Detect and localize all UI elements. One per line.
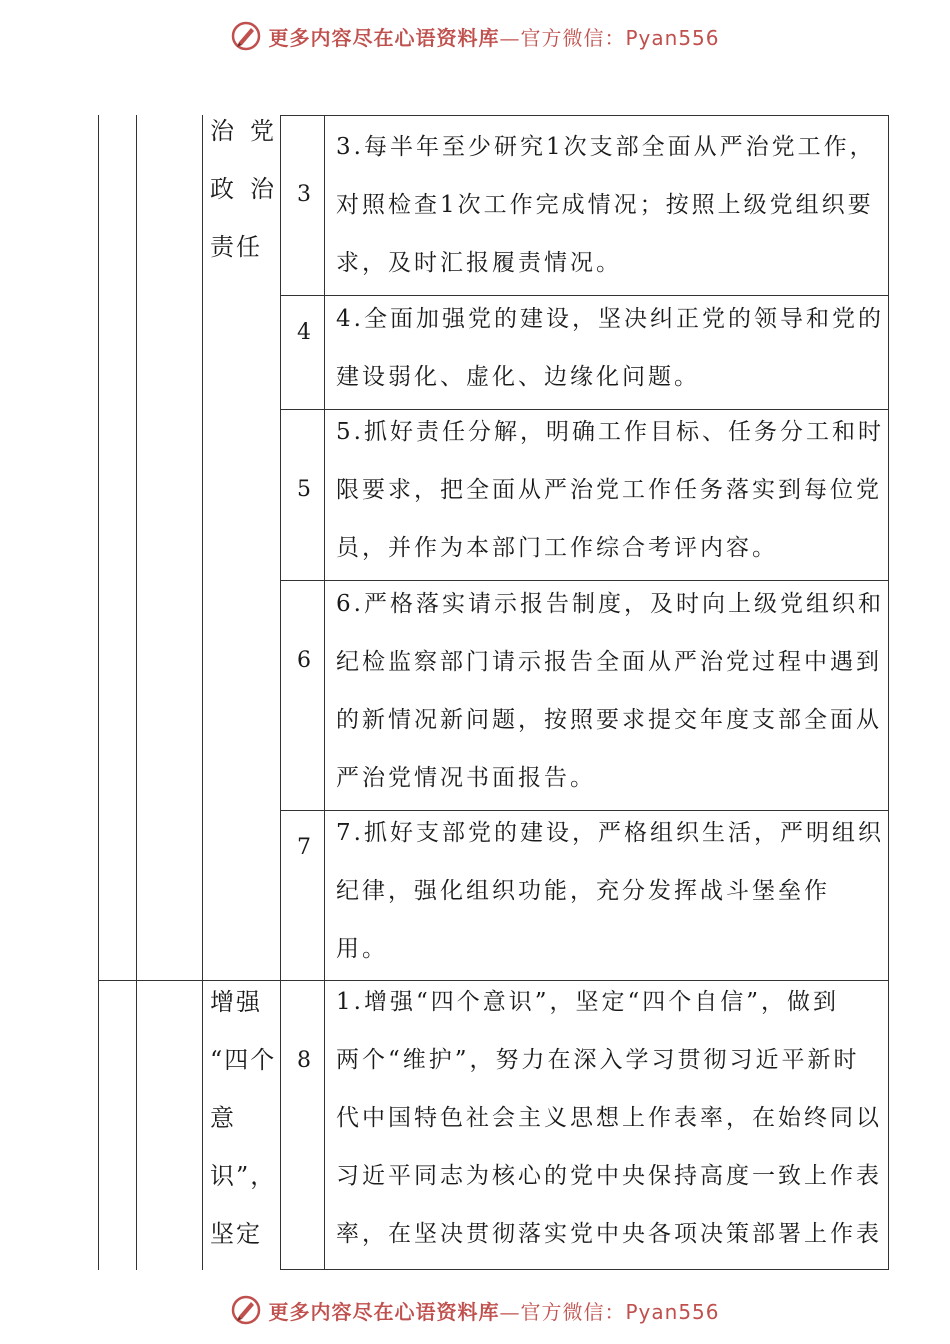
watermark-label: 官方微信： [520,1299,626,1324]
category-line [210,1089,280,1147]
item-number: 8 [297,1048,311,1073]
item-number: 5 [297,477,311,502]
category-text: 增强 [210,988,262,1016]
table-col-divider-4 [324,115,325,1270]
description-line: 7.抓好支部党的建设，严格组织生活，严明组织 [336,820,884,846]
item-description-7 [336,804,888,978]
category-line [210,1031,280,1089]
category-line [210,1147,280,1205]
table-border-left [98,115,99,1270]
description-line: 求，及时汇报履责情况。 [336,250,622,276]
watermark-separator: — [499,25,521,50]
description-line: 率，在坚决贯彻落实党中央各项决策部署上作表 [336,1221,882,1247]
item-description-5 [336,403,888,577]
watermark-separator: — [499,1299,521,1324]
category-line [210,1205,280,1263]
category-text: 政 [210,175,236,203]
category-line [210,973,280,1031]
item-number: 4 [297,320,311,345]
table-col-divider-3 [280,115,281,1270]
description-line: 的新情况新问题，按照要求提交年度支部全面从 [336,707,882,733]
description-line: 两个“维护”，努力在深入学习贯彻习近平新时 [336,1047,860,1073]
description-line: 纪律，强化组织功能，充分发挥战斗堡垒作 [336,878,830,904]
table-border-right [888,115,889,1270]
category-text: 责任 [210,233,262,261]
category-line [210,160,276,218]
description-line: 限要求，把全面从严治党工作任务落实到每位党 [336,477,882,503]
description-line: 习近平同志为核心的党中央保持高度一致上作表 [336,1163,882,1189]
watermark-label: 官方微信： [520,25,626,50]
category-cell-1 [210,102,280,276]
table-col-divider-2 [202,115,203,1270]
description-line: 3.每半年至少研究1次支部全面从严治党工作， [336,134,876,160]
item-description-6 [336,575,888,807]
description-line: 对照检查1次工作完成情况；按照上级党组织要 [336,192,874,218]
item-number: 6 [297,648,311,673]
row-divider-top [280,115,889,116]
description-line: 建设弱化、虚化、边缘化问题。 [336,364,700,390]
watermark-header [0,16,950,56]
pen-seal-logo-icon [230,20,262,52]
category-text: “四个 [210,1046,277,1074]
category-text: 意 [210,1104,236,1132]
watermark-handle: Pyan556 [625,25,720,50]
item-description-8 [336,973,888,1263]
item-number: 7 [297,835,311,860]
category-cell-2 [210,973,280,1263]
description-line: 1.增强“四个意识”，坚定“四个自信”，做到 [336,989,839,1015]
description-line: 代中国特色社会主义思想上作表率，在始终同以 [336,1105,882,1131]
description-line: 5.抓好责任分解，明确工作目标、任务分工和时 [336,419,884,445]
category-line [210,102,276,160]
item-description-4 [336,290,888,406]
item-number: 3 [297,182,311,207]
category-text: 党 [250,117,276,145]
description-line: 用。 [336,936,388,962]
item-description-3 [336,118,888,292]
watermark-handle: Pyan556 [625,1299,720,1324]
category-line [210,218,280,276]
watermark-text [268,1296,719,1325]
category-text: 治 [210,117,236,145]
category-text: 坚定 [210,1220,262,1248]
row-divider-bottom [280,1269,889,1270]
description-line: 严治党情况书面报告。 [336,765,596,791]
description-line: 4.全面加强党的建设，坚决纠正党的领导和党的 [336,306,884,332]
description-line: 纪检监察部门请示报告全面从严治党过程中遇到 [336,649,882,675]
watermark-brand: 更多内容尽在心语资料库 [268,1299,500,1324]
description-line: 6.严格落实请示报告制度，及时向上级党组织和 [336,591,884,617]
table-col-divider-1 [136,115,137,1270]
watermark-text [268,22,719,51]
watermark-brand: 更多内容尽在心语资料库 [268,25,500,50]
pen-seal-logo-icon [230,1294,262,1326]
watermark-footer [0,1290,950,1330]
description-line: 员，并作为本部门工作综合考评内容。 [336,535,778,561]
category-text: 治 [250,175,276,203]
category-text: 识”， [210,1162,277,1190]
